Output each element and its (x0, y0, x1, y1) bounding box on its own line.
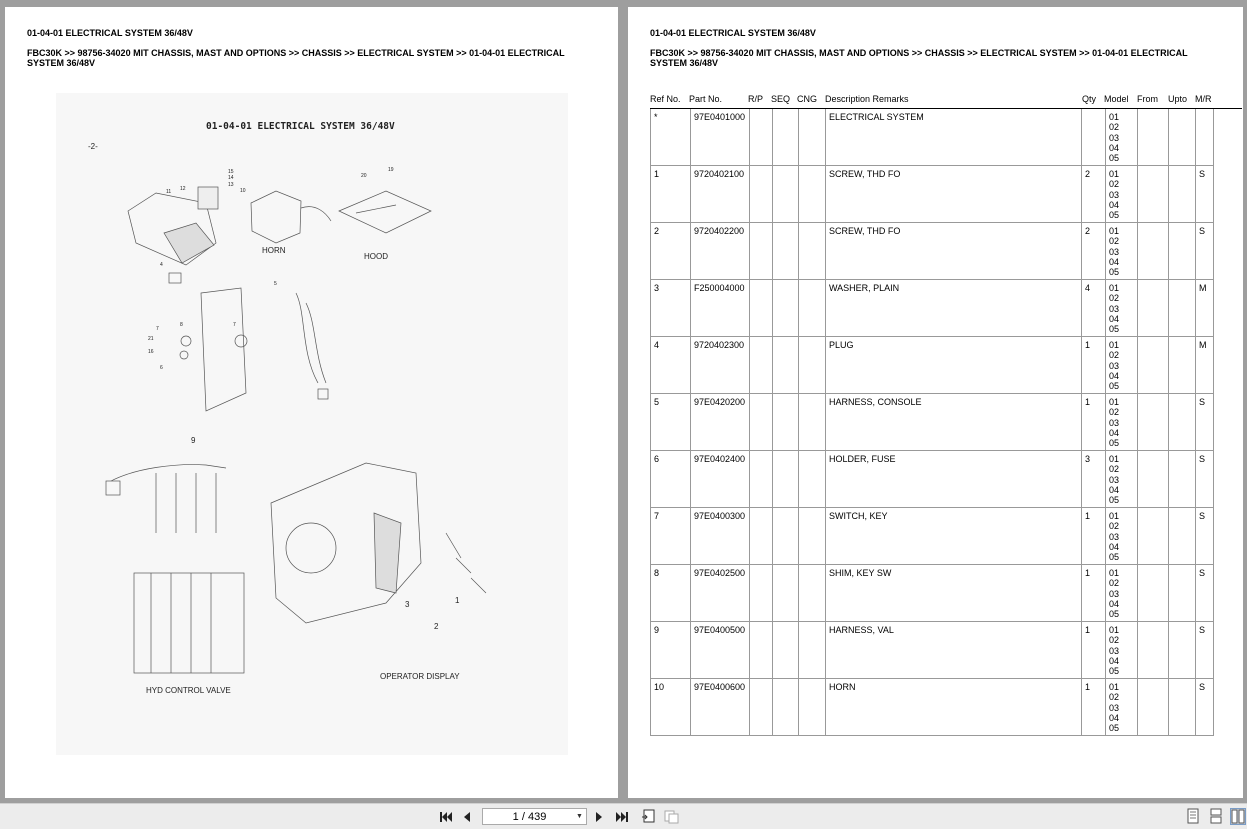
cell-qty: 1 (1081, 565, 1105, 621)
cell-cng (798, 280, 825, 336)
callout-20: 20 (361, 173, 367, 179)
cell-rp (749, 166, 772, 222)
cell-mr: S (1195, 394, 1213, 450)
cell-desc: SHIM, KEY SW (825, 565, 1081, 621)
cell-ref: 8 (654, 568, 660, 578)
cell-qty: 1 (1081, 508, 1105, 564)
col-cng: CNG (797, 94, 817, 104)
callout-13: 13 (228, 182, 234, 188)
cell-from (1137, 679, 1168, 735)
cell-upto (1168, 337, 1195, 393)
cell-part: 97E0402500 (690, 565, 749, 621)
callout-6: 6 (160, 365, 163, 371)
parts-table-body (650, 109, 1214, 736)
hood-drawing (339, 191, 431, 233)
cell-ref: 1 (654, 169, 660, 179)
cell-qty: 1 (1081, 622, 1105, 678)
callout-11: 11 (166, 189, 172, 195)
single-page-view-icon[interactable] (1186, 808, 1202, 825)
col-ref: Ref No. (650, 94, 681, 104)
cell-rp (749, 394, 772, 450)
cell-upto (1168, 166, 1195, 222)
next-page-icon[interactable] (592, 808, 606, 825)
operator-display-drawing (271, 463, 486, 623)
cell-upto (1168, 565, 1195, 621)
cell-cng (798, 679, 825, 735)
cell-cng (798, 508, 825, 564)
cell-desc: WASHER, PLAIN (825, 280, 1081, 336)
hyd-valve-drawing (106, 465, 244, 673)
last-page-icon[interactable] (614, 808, 630, 825)
cell-upto (1168, 223, 1195, 279)
cell-qty: 1 (1081, 679, 1105, 735)
cell-models: 01 02 03 04 05 (1105, 337, 1137, 393)
callout-1: 1 (455, 596, 460, 605)
parts-diagram (56, 93, 568, 755)
horn-drawing (251, 191, 331, 243)
callout-9: 9 (191, 436, 196, 445)
cell-ref: 6 (654, 454, 660, 464)
callout-3: 3 (405, 600, 410, 609)
cell-ref: * (654, 112, 658, 122)
cell-models: 01 02 03 04 05 (1105, 565, 1137, 621)
callout-19: 19 (388, 167, 394, 173)
cell-upto (1168, 508, 1195, 564)
cell-seq (772, 451, 798, 507)
col-seq: SEQ (771, 94, 791, 104)
cell-seq (772, 280, 798, 336)
diagram-page-mark: -2- (88, 142, 98, 151)
cell-from (1137, 565, 1168, 621)
table-row (651, 565, 1213, 622)
cell-desc: PLUG (825, 337, 1081, 393)
callout-8: 8 (180, 322, 183, 328)
cell-seq (772, 622, 798, 678)
cell-rp (749, 508, 772, 564)
cell-from (1137, 223, 1168, 279)
two-page-view-icon[interactable] (1230, 808, 1246, 825)
col-qty: Qty (1082, 94, 1097, 104)
fit-page-icon[interactable] (640, 808, 656, 825)
cell-desc: HARNESS, CONSOLE (825, 394, 1081, 450)
table-row (651, 337, 1213, 394)
cell-ref: 7 (654, 511, 660, 521)
cell-ref: 4 (654, 340, 660, 350)
cell-from (1137, 622, 1168, 678)
callout-7b: 7 (233, 322, 236, 328)
cell-models: 01 02 03 04 05 (1105, 451, 1137, 507)
col-upto: Upto (1168, 94, 1188, 104)
cell-mr (1195, 109, 1213, 165)
cell-mr: S (1195, 223, 1213, 279)
cell-mr: M (1195, 337, 1213, 393)
callout-12: 12 (180, 186, 186, 192)
cell-models: 01 02 03 04 05 (1105, 166, 1137, 222)
cell-cng (798, 109, 825, 165)
table-row (651, 166, 1213, 223)
cell-rp (749, 109, 772, 165)
cell-seq (772, 394, 798, 450)
cell-seq (772, 679, 798, 735)
cell-upto (1168, 451, 1195, 507)
callout-15: 15 (228, 169, 234, 175)
cell-desc: HOLDER, FUSE (825, 451, 1081, 507)
cell-desc: SCREW, THD FO (825, 223, 1081, 279)
cell-from (1137, 508, 1168, 564)
cell-qty: 1 (1081, 337, 1105, 393)
horn-label: HORN (262, 246, 286, 255)
cell-upto (1168, 679, 1195, 735)
cell-cng (798, 565, 825, 621)
cell-mr: S (1195, 508, 1213, 564)
operator-label: OPERATOR DISPLAY (380, 672, 460, 681)
cell-cng (798, 394, 825, 450)
cell-models: 01 02 03 04 05 (1105, 223, 1137, 279)
viewer-toolbar (0, 803, 1247, 829)
cell-ref: 10 (654, 682, 665, 692)
callout-21: 21 (148, 336, 154, 342)
table-row (651, 109, 1213, 166)
col-rp: R/P (748, 94, 764, 104)
cell-part: 97E0400600 (690, 679, 749, 735)
table-row (651, 280, 1213, 337)
console-assembly-drawing (169, 273, 328, 411)
table-row (651, 451, 1213, 508)
cell-seq (772, 508, 798, 564)
cell-part: 97E0402400 (690, 451, 749, 507)
cell-models: 01 02 03 04 05 (1105, 109, 1137, 165)
cell-upto (1168, 280, 1195, 336)
cell-cng (798, 451, 825, 507)
cell-desc: SCREW, THD FO (825, 166, 1081, 222)
cell-qty: 3 (1081, 451, 1105, 507)
cell-qty (1081, 109, 1105, 165)
cell-rp (749, 280, 772, 336)
col-part: Part No. (689, 94, 723, 104)
cell-ref: 9 (654, 625, 660, 635)
table-row (651, 394, 1213, 451)
continuous-view-icon[interactable] (1209, 808, 1225, 825)
first-page-icon[interactable] (438, 808, 454, 825)
cell-rp (749, 451, 772, 507)
col-desc: Description Remarks (825, 94, 909, 104)
cell-rp (749, 622, 772, 678)
breadcrumb: FBC30K >> 98756-34020 MIT CHASSIS, MAST AND OPTIONS >> CHASSIS >> ELECTRICAL SYSTEM >> 01-04-01 ELECTRICAL SYSTEM 36/48V (650, 48, 1188, 68)
right-page (628, 7, 1243, 798)
cell-seq (772, 223, 798, 279)
callout-7a: 7 (156, 326, 159, 332)
left-page (5, 7, 618, 798)
diagram-drawing (56, 93, 568, 755)
col-mr: M/R (1195, 94, 1212, 104)
cell-rp (749, 223, 772, 279)
callout-4: 4 (160, 262, 163, 268)
cell-mr: M (1195, 280, 1213, 336)
cell-mr: S (1195, 166, 1213, 222)
cell-ref: 5 (654, 397, 660, 407)
cell-mr: S (1195, 451, 1213, 507)
cell-part: F250004000 (690, 280, 749, 336)
cell-qty: 2 (1081, 166, 1105, 222)
cell-mr: S (1195, 679, 1213, 735)
cell-part: 9720402100 (690, 166, 749, 222)
hyd-label: HYD CONTROL VALVE (146, 686, 231, 695)
cell-from (1137, 394, 1168, 450)
cell-upto (1168, 622, 1195, 678)
parts-table-header (650, 94, 1242, 109)
cell-desc: SWITCH, KEY (825, 508, 1081, 564)
cell-mr: S (1195, 622, 1213, 678)
cell-models: 01 02 03 04 05 (1105, 394, 1137, 450)
cell-models: 01 02 03 04 05 (1105, 622, 1137, 678)
cell-qty: 1 (1081, 394, 1105, 450)
cell-seq (772, 565, 798, 621)
cell-rp (749, 337, 772, 393)
fit-width-icon[interactable] (663, 808, 679, 825)
cell-ref: 2 (654, 226, 660, 236)
cell-models: 01 02 03 04 05 (1105, 508, 1137, 564)
cell-desc: HARNESS, VAL (825, 622, 1081, 678)
table-row (651, 223, 1213, 280)
table-row (651, 622, 1213, 679)
cell-seq (772, 109, 798, 165)
page-title: 01-04-01 ELECTRICAL SYSTEM 36/48V (650, 28, 816, 38)
cell-from (1137, 166, 1168, 222)
cell-rp (749, 565, 772, 621)
cell-cng (798, 166, 825, 222)
cell-rp (749, 679, 772, 735)
table-row (651, 508, 1213, 565)
cell-cng (798, 223, 825, 279)
cell-cng (798, 622, 825, 678)
hood-label: HOOD (364, 252, 388, 261)
cell-part: 97E0400500 (690, 622, 749, 678)
cell-from (1137, 109, 1168, 165)
cell-from (1137, 337, 1168, 393)
cell-upto (1168, 109, 1195, 165)
callout-10: 10 (240, 188, 246, 194)
diagram-title: 01-04-01 ELECTRICAL SYSTEM 36/48V (206, 121, 395, 132)
cell-part: 9720402200 (690, 223, 749, 279)
cell-mr: S (1195, 565, 1213, 621)
chevron-down-icon: ▼ (576, 813, 583, 820)
cell-desc: ELECTRICAL SYSTEM (825, 109, 1081, 165)
page-title: 01-04-01 ELECTRICAL SYSTEM 36/48V (27, 28, 193, 38)
cell-qty: 2 (1081, 223, 1105, 279)
callout-5: 5 (274, 281, 277, 287)
cell-part: 97E0401000 (690, 109, 749, 165)
cell-cng (798, 337, 825, 393)
table-row (651, 679, 1213, 736)
cell-part: 97E0400300 (690, 508, 749, 564)
console-panel-drawing (128, 187, 218, 265)
breadcrumb: FBC30K >> 98756-34020 MIT CHASSIS, MAST AND OPTIONS >> CHASSIS >> ELECTRICAL SYSTEM >> 01-04-01 ELECTRICAL SYSTEM 36/48V (27, 48, 565, 68)
cell-models: 01 02 03 04 05 (1105, 280, 1137, 336)
page-number-select[interactable] (482, 808, 587, 825)
cell-desc: HORN (825, 679, 1081, 735)
cell-upto (1168, 394, 1195, 450)
callout-16: 16 (148, 349, 154, 355)
cell-seq (772, 337, 798, 393)
cell-seq (772, 166, 798, 222)
callout-2: 2 (434, 622, 439, 631)
col-model: Model (1104, 94, 1129, 104)
cell-from (1137, 451, 1168, 507)
cell-part: 9720402300 (690, 337, 749, 393)
cell-ref: 3 (654, 283, 660, 293)
col-from: From (1137, 94, 1158, 104)
cell-models: 01 02 03 04 05 (1105, 679, 1137, 735)
page-indicator: 1 / 439 (512, 810, 547, 823)
callout-14: 14 (228, 175, 234, 181)
prev-page-icon[interactable] (460, 808, 474, 825)
cell-qty: 4 (1081, 280, 1105, 336)
cell-from (1137, 280, 1168, 336)
cell-part: 97E0420200 (690, 394, 749, 450)
